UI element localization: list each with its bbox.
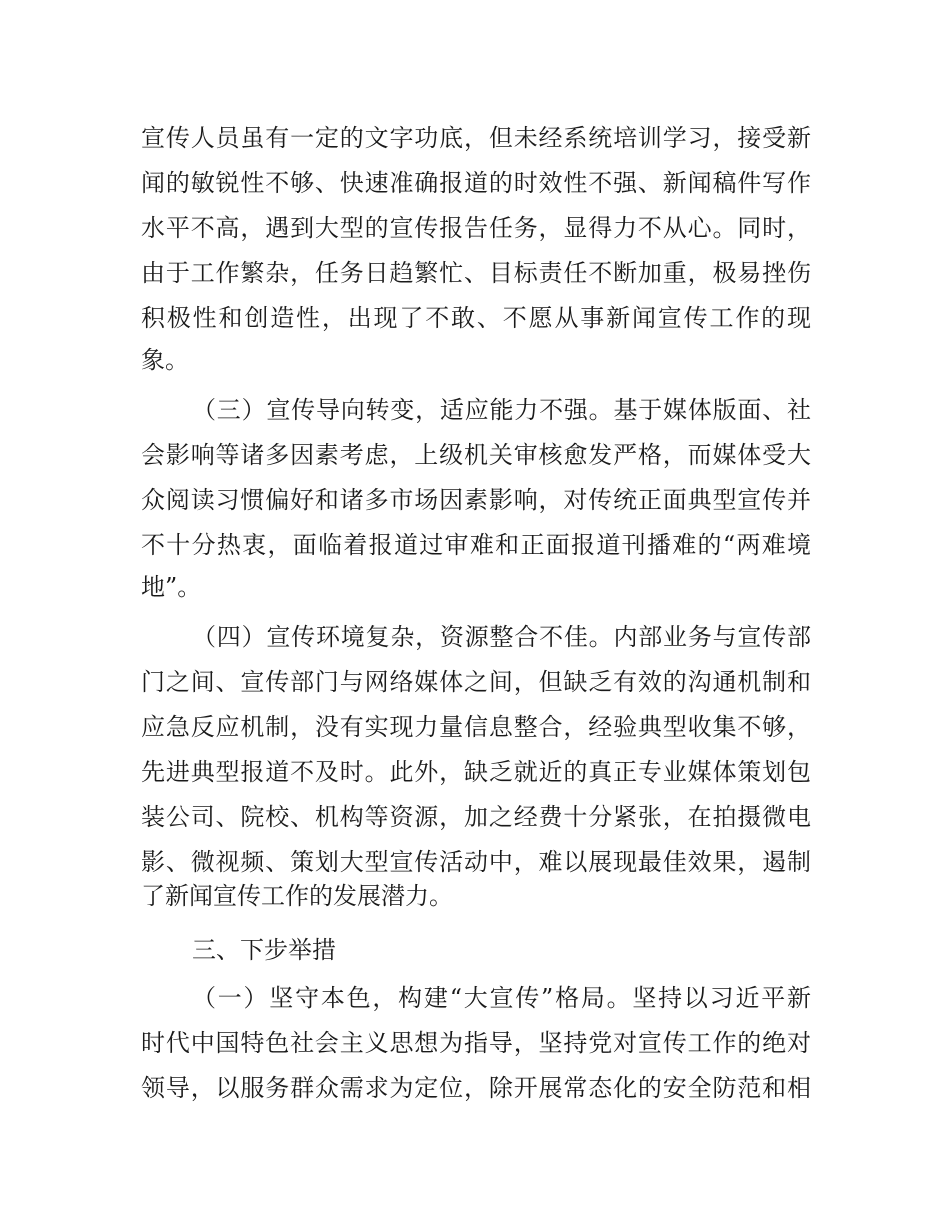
text-line: 水平不高，遇到大型的宣传报告任务，显得力不从心。同时， [141, 214, 811, 242]
section-heading: 三、下步举措 [192, 936, 336, 964]
paragraph-heading-line: （三）宣传导向转变，适应能力不强。基于媒体版面、社 [192, 396, 811, 424]
text-line: 应急反应机制，没有实现力量信息整合，经验典型收集不够， [141, 713, 811, 741]
text-line: 门之间、宣传部门与网络媒体之间，但缺乏有效的沟通机制和 [141, 668, 811, 696]
text-line: 地”。 [141, 573, 202, 601]
text-line: 了新闻宣传工作的发展潜力。 [141, 882, 453, 910]
text-line: 积极性和创造性，出现了不敢、不愿从事新闻宣传工作的现 [141, 304, 811, 332]
text-line: 象。 [141, 346, 189, 374]
text-line: 宣传人员虽有一定的文字功底，但未经系统培训学习，接受新 [141, 124, 811, 152]
text-line: 会影响等诸多因素考虑，上级机关审核愈发严格，而媒体受大 [141, 441, 811, 469]
paragraph-heading-line: （一）坚守本色，构建“大宣传”格局。坚持以习近平新 [192, 984, 811, 1012]
text-line: 影、微视频、策划大型宣传活动中，难以展现最佳效果，遏制 [141, 848, 811, 876]
text-line: 时代中国特色社会主义思想为指导，坚持党对宣传工作的绝对 [141, 1029, 811, 1057]
text-line: 装公司、院校、机构等资源，加之经费十分紧张，在拍摄微电 [141, 803, 811, 831]
text-line: 先进典型报道不及时。此外，缺乏就近的真正专业媒体策划包 [141, 758, 811, 786]
paragraph-heading-line: （四）宣传环境复杂，资源整合不佳。内部业务与宣传部 [192, 623, 811, 651]
text-line: 领导，以服务群众需求为定位，除开展常态化的安全防范和相 [141, 1074, 811, 1102]
text-line: 闻的敏锐性不够、快速准确报道的时效性不强、新闻稿件写作 [141, 169, 811, 197]
text-line: 众阅读习惯偏好和诸多市场因素影响，对传统正面典型宣传并 [141, 486, 811, 514]
text-line: 由于工作繁杂，任务日趋繁忙、目标责任不断加重，极易挫伤 [141, 259, 811, 287]
text-line: 不十分热衷，面临着报道过审难和正面报道刊播难的“两难境 [141, 531, 811, 559]
